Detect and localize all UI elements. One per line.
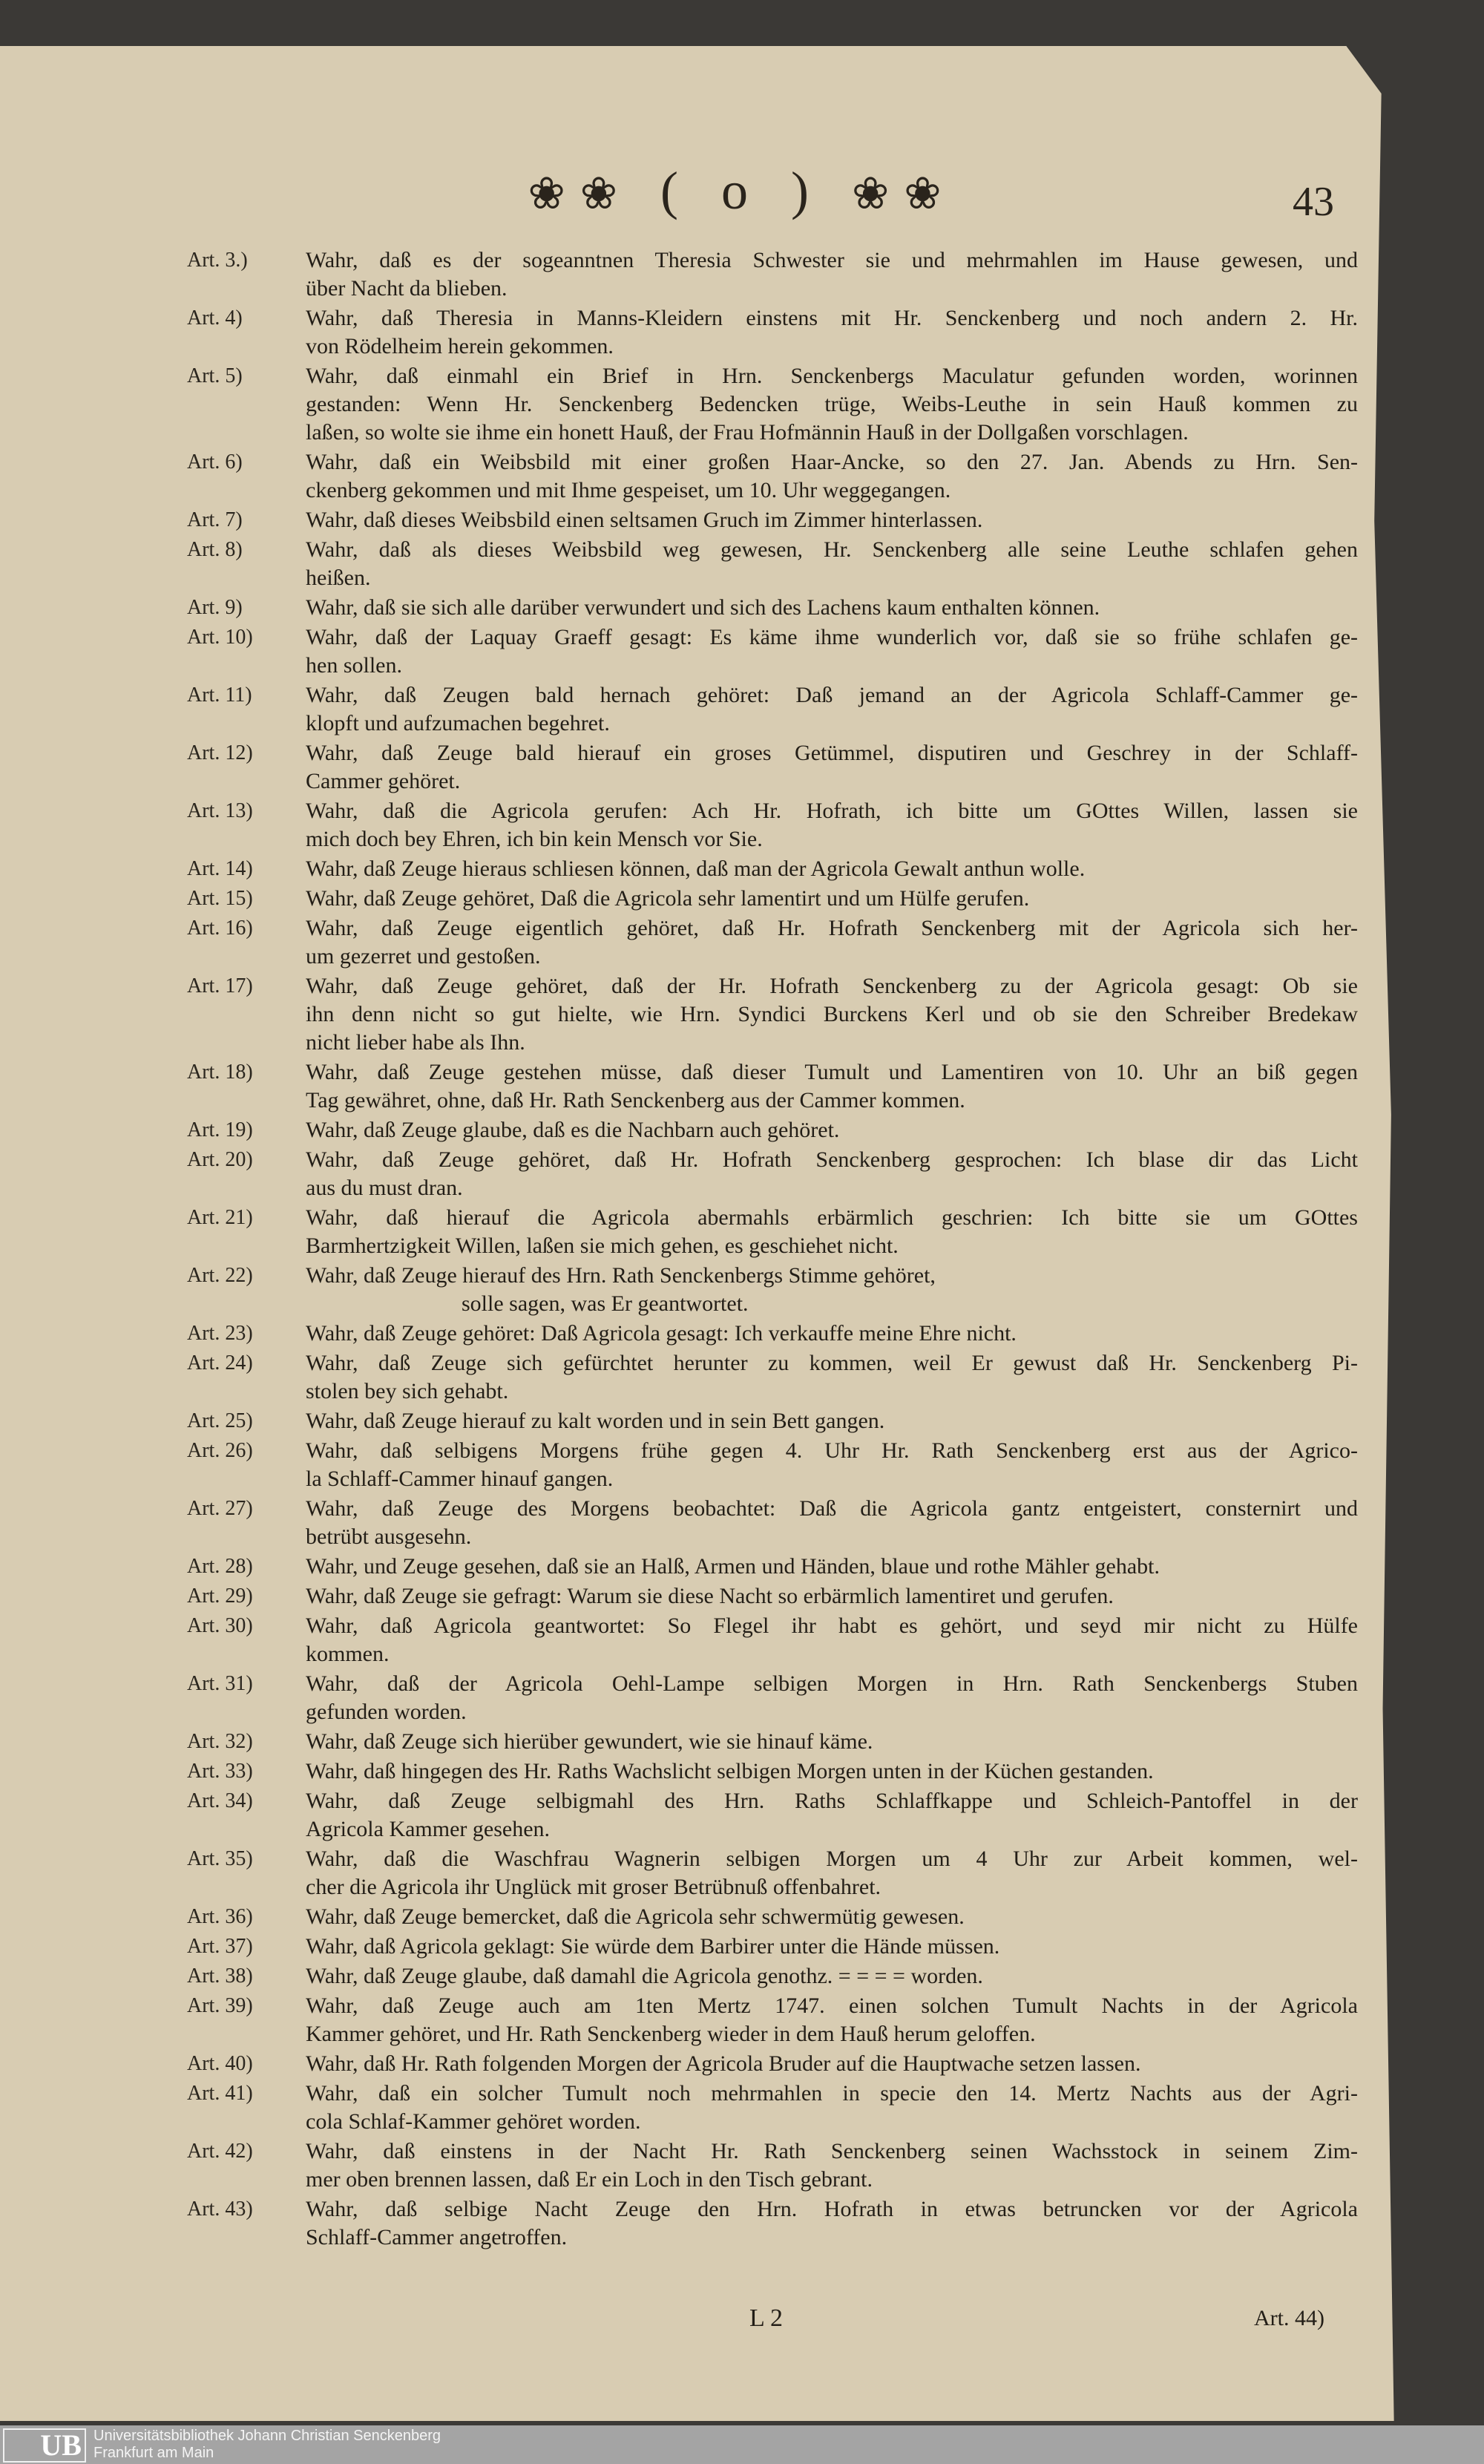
header-mark: ( o ) — [660, 161, 824, 220]
article-line: Wahr, daß Zeuge sich hierüber gewundert, wie sie hinauf käme. — [306, 1729, 873, 1754]
article-label: Art. 8) — [187, 538, 243, 561]
library-name — [93, 2428, 441, 2462]
article-text — [306, 1553, 1358, 1581]
article-line: Wahr, und Zeuge gesehen, daß sie an Halß, Armen und Händen, blaue und rothe Mähler gehabt. — [306, 1554, 1160, 1579]
article-line: mer oben brennen lassen, daß Er ein Loch in den Tisch gebrant. — [306, 2167, 873, 2192]
article-label: Art. 26) — [187, 1439, 253, 1462]
article-label: Art. 33) — [187, 1760, 253, 1783]
article-line: Wahr, daß Zeuge gehöret, daß Hr. Hofrath Senckenberg gesprochen: Ich blase dir das Licht — [306, 1147, 1358, 1172]
article-label: Art. 7) — [187, 508, 243, 531]
article-label: Art. 39) — [187, 1994, 253, 2017]
article-label: Art. 4) — [187, 307, 243, 330]
article-label: Art. 29) — [187, 1585, 253, 1608]
article — [187, 1670, 1359, 1726]
article — [187, 914, 1359, 971]
article-line: ckenberg gekommen und mit Ihme gespeiset, um 10. Uhr weggegangen. — [306, 478, 951, 502]
article-line: kommen. — [306, 1642, 390, 1666]
article — [187, 739, 1359, 796]
article-line: gestanden: Wenn Hr. Senckenberg Bedencken trüge, Weibs-Leuthe in sein Hauß kommen zu — [306, 392, 1358, 416]
ornament-right-icon: ❀❀ — [851, 169, 956, 218]
article — [187, 1320, 1359, 1348]
article-text — [306, 1670, 1358, 1726]
article-line: laßen, so wolte sie ihme ein honett Hauß, der Frau Hofmännin Hauß in der Dollgaßen vorschlagen. — [306, 420, 1189, 445]
article-label: Art. 20) — [187, 1148, 253, 1171]
article-text — [306, 1349, 1358, 1406]
article-line: Wahr, daß Zeuge selbigmahl des Hrn. Raths Schlaffkappe und Schleich-Pantoffel in der — [306, 1789, 1358, 1813]
article-text — [306, 1495, 1358, 1551]
article-text — [306, 1146, 1358, 1202]
article-line: nicht lieber habe als Ihn. — [306, 1030, 525, 1055]
article-label: Art. 35) — [187, 1847, 253, 1870]
article-line: Wahr, daß hingegen des Hr. Raths Wachslicht selbigen Morgen unten in der Küchen gestanden. — [306, 1759, 1154, 1783]
article-line: Wahr, daß sie sich alle darüber verwundert und sich des Lachens kaum enthalten können. — [306, 595, 1100, 620]
article-line: Barmhertzigkeit Willen, laßen sie mich gehen, es geschiehet nicht. — [306, 1233, 899, 1258]
article-line: Wahr, daß als dieses Weibsbild weg gewesen, Hr. Senckenberg alle seine Leuthe schlafen gehen — [306, 537, 1358, 562]
article-line: Schlaff-Cammer angetroffen. — [306, 2225, 568, 2250]
article-line: Wahr, daß Zeuge auch am 1ten Mertz 1747. einen solchen Tumult Nachts in der Agricola — [306, 1993, 1358, 2018]
library-name-line1: Universitätsbibliothek Johann Christian Senckenberg — [93, 2428, 441, 2444]
article-label: Art. 40) — [187, 2052, 253, 2075]
article-text — [306, 1787, 1358, 1844]
article-label: Art. 15) — [187, 887, 253, 910]
article-label: Art. 10) — [187, 626, 253, 649]
article-text — [306, 681, 1358, 738]
article-text — [306, 972, 1358, 1057]
article — [187, 2137, 1359, 2194]
article-text — [306, 1728, 1358, 1756]
article — [187, 2195, 1359, 2252]
article — [187, 1612, 1359, 1668]
article-line: Wahr, daß selbige Nacht Zeuge den Hrn. Hofrath in etwas betruncken vor der Agricola — [306, 2197, 1358, 2221]
article-line: mich doch bey Ehren, ich bin kein Mensch vor Sie. — [306, 827, 763, 851]
article-label: Art. 9) — [187, 596, 243, 619]
article-line: Agricola Kammer gesehen. — [306, 1817, 551, 1841]
article — [187, 681, 1359, 738]
article-line: Wahr, daß Zeuge bemercket, daß die Agricola sehr schwermütig gewesen. — [306, 1904, 965, 1929]
article — [187, 448, 1359, 505]
article-line: Wahr, daß Zeugen bald hernach gehöret: Daß jemand an der Agricola Schlaff-Cammer ge- — [306, 683, 1358, 707]
article — [187, 1757, 1359, 1786]
article-label: Art. 22) — [187, 1264, 253, 1287]
catchword: Art. 44) — [1254, 2306, 1324, 2330]
article-line: Wahr, daß ein solcher Tumult noch mehrmahlen in specie den 14. Mertz Nachts aus der Agri- — [306, 2081, 1358, 2106]
article-text — [306, 1757, 1358, 1786]
article-line: Wahr, daß einstens in der Nacht Hr. Rath Senckenberg seinen Wachsstock in seinem Zim- — [306, 2139, 1358, 2163]
article-label: Art. 23) — [187, 1322, 253, 1345]
article-line: hen sollen. — [306, 653, 402, 678]
article-text — [306, 594, 1358, 622]
article-label: Art. 12) — [187, 741, 253, 764]
article-line: um gezerret und gestoßen. — [306, 944, 541, 969]
article-text — [306, 1933, 1358, 1961]
article-line: klopft und aufzumachen begehret. — [306, 711, 610, 735]
article-list — [187, 246, 1359, 2253]
article-line: Wahr, daß einmahl ein Brief in Hrn. Senckenbergs Maculatur gefunden worden, worinnen — [306, 364, 1358, 388]
page-number: 43 — [1293, 179, 1334, 225]
article-line: Wahr, daß Zeuge glaube, daß es die Nachbarn auch gehöret. — [306, 1118, 840, 1142]
article-text — [306, 1116, 1358, 1144]
article-line: Wahr, daß Zeuge hierauf des Hrn. Rath Senckenbergs Stimme gehöret, — [306, 1263, 936, 1288]
article-label: Art. 5) — [187, 364, 243, 387]
article-line: Kammer gehöret, und Hr. Rath Senckenberg wieder in dem Hauß herum geloffen. — [306, 2022, 1036, 2046]
article-line: Wahr, daß Zeuge eigentlich gehöret, daß Hr. Hofrath Senckenberg mit der Agricola sich her- — [306, 916, 1358, 940]
article-text — [306, 623, 1358, 680]
article-line: la Schlaff-Cammer hinauf gangen. — [306, 1467, 614, 1491]
article-label: Art. 6) — [187, 450, 243, 474]
article-line: Wahr, daß Theresia in Manns-Kleidern einstens mit Hr. Senckenberg und noch andern 2. Hr. — [306, 306, 1358, 330]
article-label: Art. 41) — [187, 2082, 253, 2105]
article-label: Art. 11) — [187, 684, 252, 707]
article-text — [306, 1058, 1358, 1115]
article-label: Art. 16) — [187, 917, 253, 940]
article — [187, 797, 1359, 853]
article-line: Wahr, daß Zeuge glaube, daß damahl die Agricola genothz. = = = = worden. — [306, 1964, 983, 1988]
article-text — [306, 1962, 1358, 1990]
article-text — [306, 2195, 1358, 2252]
article-line: über Nacht da blieben. — [306, 276, 508, 301]
article-label: Art. 13) — [187, 799, 253, 822]
ub-logo: UB — [3, 2428, 86, 2463]
article-line: Wahr, daß Zeuge bald hierauf ein groses Getümmel, disputiren und Geschrey in der Schlaff- — [306, 741, 1358, 765]
article-line: cher die Agricola ihr Unglück mit groser Betrübnuß offenbahret. — [306, 1875, 881, 1899]
article-label: Art. 17) — [187, 974, 253, 997]
article-text — [306, 362, 1358, 447]
article-line: Wahr, daß es der sogeanntnen Theresia Schwester sie und mehrmahlen im Hause gewesen, und — [306, 248, 1358, 272]
article-line: Wahr, daß Zeuge hieraus schliesen können, daß man der Agricola Gewalt anthun wolle. — [306, 856, 1086, 881]
article-label: Art. 27) — [187, 1497, 253, 1520]
library-name-line2: Frankfurt am Main — [93, 2445, 214, 2461]
article — [187, 536, 1359, 592]
article-line: gefunden worden. — [306, 1700, 467, 1724]
article — [187, 623, 1359, 680]
article-text — [306, 1320, 1358, 1348]
article-label: Art. 24) — [187, 1351, 253, 1374]
article-line: Wahr, daß Hr. Rath folgenden Morgen der Agricola Bruder auf die Hauptwache setzen lassen. — [306, 2051, 1141, 2076]
article — [187, 2050, 1359, 2078]
article-text — [306, 739, 1358, 796]
article-text — [306, 855, 1358, 883]
article-text — [306, 1437, 1358, 1493]
article — [187, 1933, 1359, 1961]
article-line: Wahr, daß Zeuge gehöret, daß der Hr. Hofrath Senckenberg zu der Agricola gesagt: Ob sie — [306, 974, 1358, 998]
article-text — [306, 1845, 1358, 1901]
article-line: Wahr, daß die Waschfrau Wagnerin selbigen Morgen um 4 Uhr zur Arbeit kommen, wel- — [306, 1847, 1358, 1871]
article-text — [306, 246, 1358, 303]
article-label: Art. 18) — [187, 1061, 253, 1084]
article — [187, 1903, 1359, 1931]
article-label: Art. 42) — [187, 2140, 253, 2163]
article-line: Wahr, daß Agricola geantwortet: So Flegel ihr habt es gehört, und seyd mir nicht zu Hülfe — [306, 1613, 1358, 1638]
article-text — [306, 1582, 1358, 1611]
article — [187, 246, 1359, 303]
article — [187, 972, 1359, 1057]
article-line: Cammer gehöret. — [306, 769, 461, 793]
article — [187, 1845, 1359, 1901]
article — [187, 1262, 1359, 1318]
article — [187, 1437, 1359, 1493]
article-text — [306, 2080, 1358, 2136]
article-line: betrübt ausgesehn. — [306, 1524, 472, 1549]
article-label: Art. 31) — [187, 1672, 253, 1695]
article-line: Wahr, daß Zeuge gestehen müsse, daß dieser Tumult und Lamentiren von 10. Uhr an biß gegen — [306, 1060, 1358, 1084]
article-label: Art. 38) — [187, 1965, 253, 1988]
article-line: Wahr, daß Zeuge sie gefragt: Warum sie diese Nacht so erbärmlich lamentiret und gerufen. — [306, 1584, 1114, 1608]
article-label: Art. 25) — [187, 1409, 253, 1432]
article-line: cola Schlaf-Kammer gehöret worden. — [306, 2109, 641, 2134]
ornament-left-icon: ❀❀ — [528, 169, 633, 218]
article-text — [306, 1903, 1358, 1931]
article — [187, 1962, 1359, 1990]
article — [187, 1582, 1359, 1611]
article-text — [306, 914, 1358, 971]
article — [187, 1058, 1359, 1115]
article — [187, 885, 1359, 913]
article-text — [306, 448, 1358, 505]
article-label: Art. 30) — [187, 1614, 253, 1637]
article-label: Art. 28) — [187, 1555, 253, 1578]
article-label: Art. 3.) — [187, 249, 248, 272]
article-text — [306, 1204, 1358, 1260]
article-line: Wahr, daß selbigens Morgens frühe gegen 4. Uhr Hr. Rath Senckenberg erst aus der Agrico- — [306, 1438, 1358, 1463]
article — [187, 1116, 1359, 1144]
article-text — [306, 1992, 1358, 2048]
article — [187, 855, 1359, 883]
article-text — [306, 1612, 1358, 1668]
article — [187, 1146, 1359, 1202]
article-line: heißen. — [306, 566, 371, 590]
article-line: aus du must dran. — [306, 1176, 463, 1200]
article-line: Wahr, daß Zeuge des Morgens beobachtet: Daß die Agricola gantz entgeistert, consternirt und — [306, 1496, 1358, 1521]
article-label: Art. 14) — [187, 857, 253, 880]
article-text — [306, 2050, 1358, 2078]
article — [187, 1553, 1359, 1581]
article-line: Wahr, daß die Agricola gerufen: Ach Hr. Hofrath, ich bitte um GOttes Willen, lassen sie — [306, 799, 1358, 823]
article-line: Wahr, daß dieses Weibsbild einen seltsamen Gruch im Zimmer hinterlassen. — [306, 508, 983, 532]
article-label: Art. 36) — [187, 1905, 253, 1928]
article-label: Art. 19) — [187, 1118, 253, 1141]
article-text — [306, 885, 1358, 913]
article-line: Wahr, daß der Agricola Oehl-Lampe selbigen Morgen in Hrn. Rath Senckenbergs Stuben — [306, 1671, 1358, 1696]
article-text — [306, 1407, 1358, 1435]
article-text — [306, 506, 1358, 534]
article-label: Art. 37) — [187, 1935, 253, 1958]
page-header — [0, 160, 1484, 225]
article-line: Wahr, daß Zeuge sich gefürchtet herunter zu kommen, weil Er gewust daß Hr. Senckenberg Pi- — [306, 1351, 1358, 1375]
article — [187, 1787, 1359, 1844]
article-line: ihn denn nicht so gut hielte, wie Hrn. Syndici Burckens Kerl und ob sie den Schreiber Bredekaw — [306, 1002, 1358, 1026]
article — [187, 1728, 1359, 1756]
article-line: Wahr, daß Zeuge gehöret: Daß Agricola gesagt: Ich verkauffe meine Ehre nicht. — [306, 1321, 1017, 1346]
signature-mark: L 2 — [749, 2304, 784, 2332]
article-line: Wahr, daß Zeuge gehöret, Daß die Agricola sehr lamentirt und um Hülfe gerufen. — [306, 886, 1030, 911]
article — [187, 1495, 1359, 1551]
article-line: Tag gewähret, ohne, daß Hr. Rath Senckenberg aus der Cammer kommen. — [306, 1088, 965, 1113]
article-text — [306, 797, 1358, 853]
article-text — [306, 536, 1358, 592]
article-line: Wahr, daß hierauf die Agricola abermahls erbärmlich geschrien: Ich bitte sie um GOttes — [306, 1205, 1358, 1230]
article — [187, 594, 1359, 622]
article — [187, 1349, 1359, 1406]
article-label: Art. 43) — [187, 2198, 253, 2221]
article-label: Art. 32) — [187, 1730, 253, 1753]
article — [187, 1204, 1359, 1260]
article-line: stolen bey sich gehabt. — [306, 1379, 509, 1403]
article — [187, 304, 1359, 361]
article — [187, 1407, 1359, 1435]
article-line: Wahr, daß Zeuge hierauf zu kalt worden und in sein Bett gangen. — [306, 1409, 885, 1433]
article — [187, 506, 1359, 534]
article — [187, 2080, 1359, 2136]
article-text — [306, 1262, 1358, 1318]
article-line: Wahr, daß ein Weibsbild mit einer großen Haar-Ancke, so den 27. Jan. Abends zu Hrn. Sen- — [306, 450, 1358, 474]
article — [187, 1992, 1359, 2048]
article-line: von Rödelheim herein gekommen. — [306, 334, 614, 358]
article-label: Art. 34) — [187, 1789, 253, 1812]
article-line: Wahr, daß der Laquay Graeff gesagt: Es käme ihme wunderlich vor, daß sie so frühe schlafen ge- — [306, 625, 1358, 649]
article — [187, 362, 1359, 447]
article-text — [306, 304, 1358, 361]
article-line: Wahr, daß Agricola geklagt: Sie würde dem Barbirer unter die Hände müssen. — [306, 1934, 1000, 1959]
article-text — [306, 2137, 1358, 2194]
article-label: Art. 21) — [187, 1206, 253, 1229]
article-line: solle sagen, was Er geantwortet. — [462, 1291, 749, 1316]
